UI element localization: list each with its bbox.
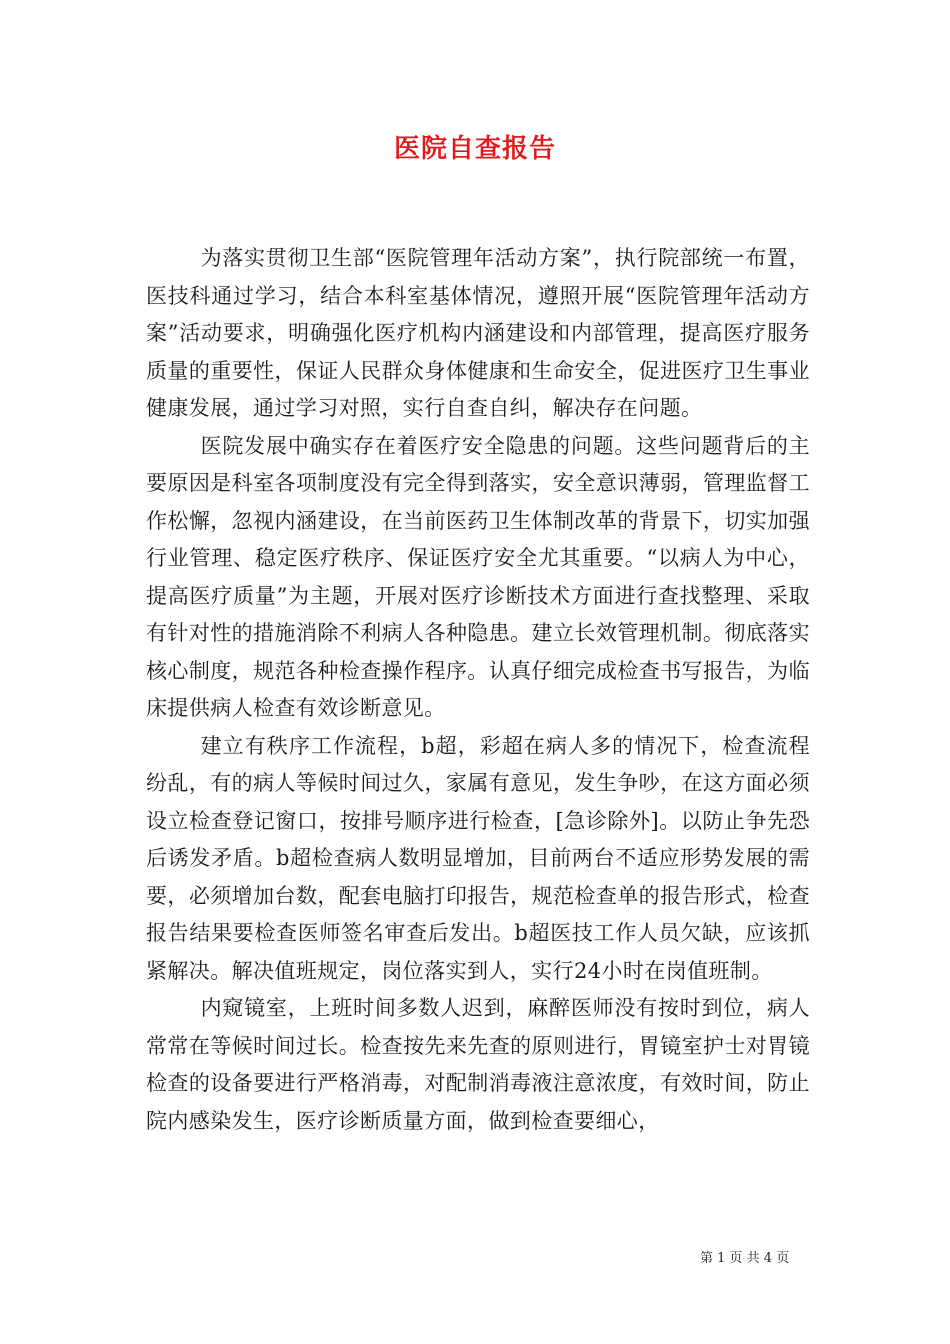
paragraph-1: 为落实贯彻卫生部“医院管理年活动方案”，执行院部统一布置，医技科通过学习，结合本科室基体情况，遵照开展“医院管理年活动方案”活动要求，明确强化医疗机构内涵建设和内部管理，提高医疗服务质量的重要性，保证人民群众身体健康和生命安全，促进医疗卫生事业健康发展，通过学习对照，实行自查自纠，解决存在问题。 (146, 246, 810, 420)
paragraph-4: 内窥镜室，上班时间多数人迟到，麻醉医师没有按时到位，病人常常在等候时间过长。检查按先来先查的原则进行，胃镜室护士对胃镜检查的设备要进行严格消毒，对配制消毒液注意浓度，有效时间，防止院内感染发生，医疗诊断质量方面，做到检查要细心， (146, 996, 810, 1133)
document-title: 医院自查报告 (393, 134, 556, 164)
document-body (146, 240, 810, 1140)
paragraph-2: 医院发展中确实存在着医疗安全隐患的问题。这些问题背后的主要原因是科室各项制度没有完全得到落实，安全意识薄弱，管理监督工作松懈，忽视内涵建设，在当前医药卫生体制改革的背景下，切实加强行业管理、稳定医疗秩序、保证医疗安全尤其重要。“以病人为中心，提高医疗质量”为主题，开展对医疗诊断技术方面进行查找整理、采取有针对性的措施消除不利病人各种隐患。建立长效管理机制。彻底落实核心制度，规范各种检查操作程序。认真仔细完成检查书写报告，为临床提供病人检查有效诊断意见。 (146, 433, 810, 720)
paragraph-3: 建立有秩序工作流程，b超，彩超在病人多的情况下，检查流程纷乱，有的病人等候时间过久，家属有意见，发生争吵，在这方面必须设立检查登记窗口，按排号顺序进行检查，[急诊除外]。以防止争先恐后诱发矛盾。b超检查病人数明显增加，目前两台不适应形势发展的需要，必须增加台数，配套电脑打印报告，规范检查单的报告形式，检查报告结果要检查医师签名审查后发出。b超医技工作人员欠缺，应该抓紧解决。解决值班规定，岗位落实到人，实行24小时在岗值班制。 (146, 733, 810, 983)
page-number-footer: 第 1 页 共 4 页 (700, 1251, 790, 1266)
